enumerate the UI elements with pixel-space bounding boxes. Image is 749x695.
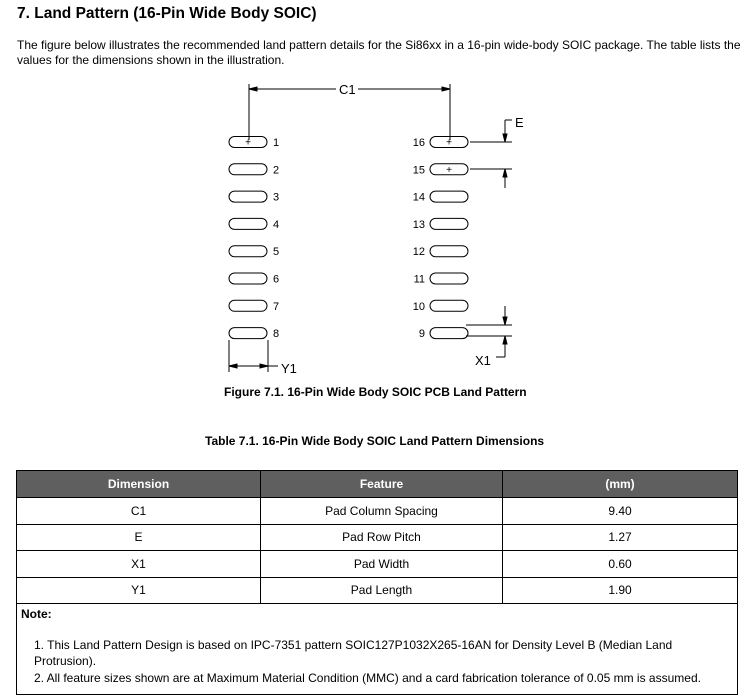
header-mm: (mm) xyxy=(503,471,738,498)
x1-label: X1 xyxy=(475,353,491,368)
table-row xyxy=(17,551,738,578)
pin-label: 14 xyxy=(412,191,425,204)
table-caption: Table 7.1. 16-Pin Wide Body SOIC Land Pattern Dimensions xyxy=(205,434,545,448)
c1-label: C1 xyxy=(339,82,356,97)
pad-left-7 xyxy=(229,328,267,339)
pin1-marker: + xyxy=(245,137,251,149)
figure-caption: Figure 7.1. 16-Pin Wide Body SOIC PCB Land Pattern xyxy=(224,385,527,399)
table-row xyxy=(17,524,738,551)
pin-label: 9 xyxy=(418,328,425,341)
pad-left-4 xyxy=(229,246,267,257)
e-label: E xyxy=(515,115,524,130)
header-dimension: Dimension xyxy=(17,471,261,498)
table-row xyxy=(17,498,738,525)
y1-label: Y1 xyxy=(281,361,297,376)
pin-label: 5 xyxy=(273,246,280,259)
cell-value: 0.60 xyxy=(503,551,738,578)
cell-dimension: C1 xyxy=(17,498,261,525)
pad-left-2 xyxy=(229,191,267,202)
section-title: 7. Land Pattern (16-Pin Wide Body SOIC) xyxy=(17,5,317,22)
pin-label: 2 xyxy=(273,164,280,177)
cell-dimension: X1 xyxy=(17,551,261,578)
note-item: 1. This Land Pattern Design is based on IPC-7351 pattern SOIC127P1032X265-16AN for Density Level B (Median Land Protrusion). xyxy=(34,638,673,668)
pad-left-5 xyxy=(229,273,267,284)
note-item: 2. All feature sizes shown are at Maximum Material Condition (MMC) and a card fabrication tolerance of 0.05 mm is assumed. xyxy=(34,671,701,685)
pad-right-5 xyxy=(430,273,468,284)
cell-dimension: E xyxy=(17,524,261,551)
pad-right-3 xyxy=(430,218,468,229)
intro-paragraph: The figure below illustrates the recommended land pattern details for the Si86xx in a 16-pin wide-body SOIC package. The table lists the values for the dimensions shown in the illustration. xyxy=(17,38,741,67)
cell-feature: Pad Row Pitch xyxy=(261,524,503,551)
pin-label: 7 xyxy=(273,300,280,313)
cell-feature: Pad Column Spacing xyxy=(261,498,503,525)
pin-label: 11 xyxy=(413,273,425,286)
header-feature: Feature xyxy=(261,471,503,498)
pin-label: 13 xyxy=(412,218,425,231)
pad-left-6 xyxy=(229,300,267,311)
cell-value: 1.90 xyxy=(503,577,738,604)
pad-right-4 xyxy=(430,246,468,257)
cell-value: 1.27 xyxy=(503,524,738,551)
table-row xyxy=(17,577,738,604)
pin-label: 10 xyxy=(412,300,425,313)
cell-dimension: Y1 xyxy=(17,577,261,604)
pin-label: 8 xyxy=(273,328,280,341)
pin-label: 3 xyxy=(273,191,280,204)
pin-label: 6 xyxy=(273,273,280,286)
pin1-marker: + xyxy=(446,164,452,176)
pin-label: 1 xyxy=(273,137,280,149)
pad-left-1 xyxy=(229,164,267,175)
dimensions-table xyxy=(16,470,738,695)
pad-right-6 xyxy=(430,300,468,311)
cell-feature: Pad Length xyxy=(261,577,503,604)
pin-label: 12 xyxy=(412,246,425,259)
pin-label: 15 xyxy=(412,164,425,177)
note-row xyxy=(17,604,738,695)
note-title: Note: xyxy=(21,607,52,621)
pad-right-2 xyxy=(430,191,468,202)
pad-left-3 xyxy=(229,218,267,229)
cell-feature: Pad Width xyxy=(261,551,503,578)
pin1-marker: + xyxy=(446,137,452,149)
cell-value: 9.40 xyxy=(503,498,738,525)
pad-right-7 xyxy=(430,328,468,339)
pin-label: 16 xyxy=(412,137,425,149)
pin-label: 4 xyxy=(273,218,280,231)
